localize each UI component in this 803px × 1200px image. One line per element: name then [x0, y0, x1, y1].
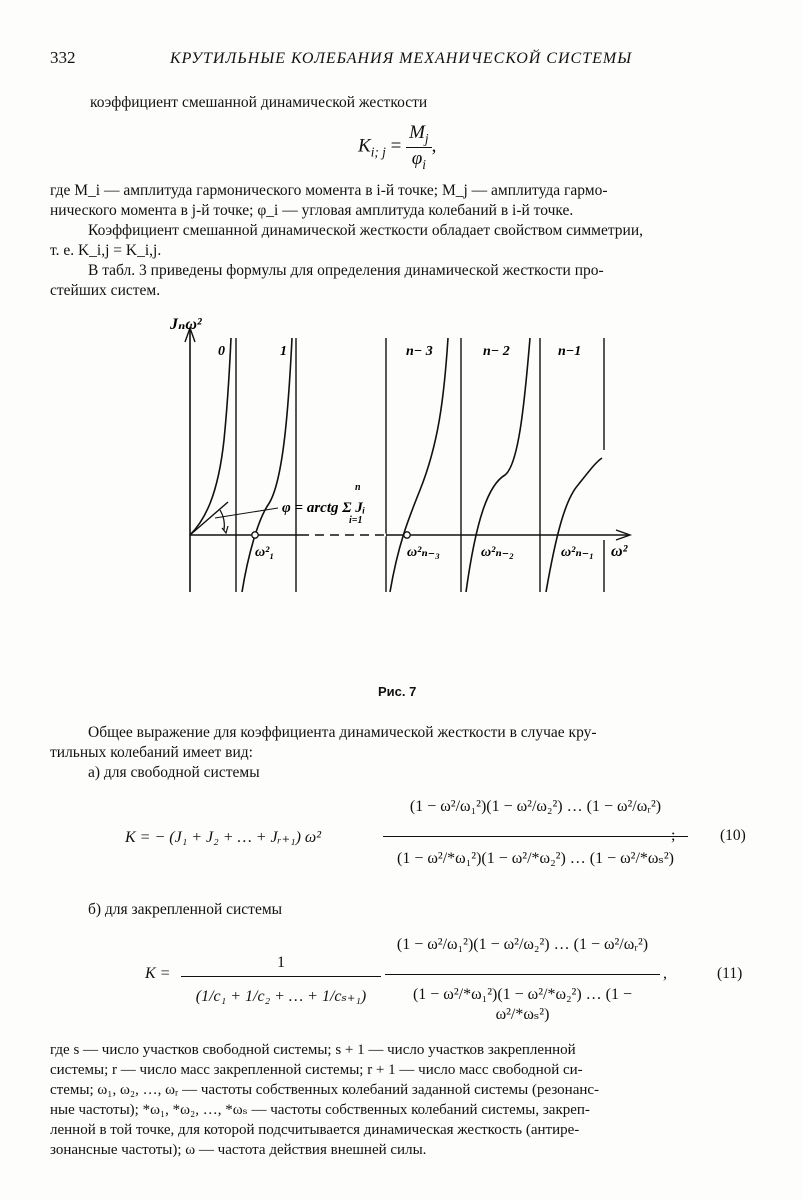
- para5-line1: где s — число участков свободной системы; s + 1 — число участков закрепленной: [50, 1042, 576, 1058]
- figure-7: [150, 305, 650, 600]
- eq10-tail: ;: [671, 827, 676, 844]
- formula-den: φ: [411, 147, 423, 169]
- eq11-outer-bar: [181, 976, 381, 977]
- eq11-numerator: (1 − ω²/ω₁²)(1 − ω²/ω₂²) … (1 − ω²/ωᵣ²): [396, 936, 649, 953]
- eq11-denominator: (1 − ω²/*ω₁²)(1 − ω²/*ω₂²) … (1 − ω²/*ωₛ²): [412, 986, 633, 1023]
- freq-label-1: ω²₁: [255, 545, 275, 560]
- eq11-fraction-bar: [385, 974, 660, 975]
- para4-line1: Общее выражение для коэффициента динамической жесткости в случае кру-: [88, 724, 597, 741]
- para4-line2: тильных колебаний имеет вид:: [50, 744, 253, 761]
- para2-line1: Коэффициент смешанной динамической жесткости обладает свойством симметрии,: [88, 222, 644, 239]
- equation-11: [145, 928, 685, 1028]
- figure-caption: Рис. 7: [378, 684, 417, 699]
- eq11-outer-num: 1: [277, 954, 285, 971]
- root-marker-n3: [404, 532, 410, 538]
- para2-line2: т. е. K_i,j = K_i,j.: [50, 242, 162, 259]
- eq11-lhs: K =: [145, 965, 171, 982]
- y-axis-label: Jₙω²: [170, 316, 202, 333]
- para5-line4: ные частоты); *ω₁, *ω₂, …, *ωₛ — частоты собственных колебаний системы, закреп-: [50, 1102, 590, 1118]
- freq-label-n3: ω²ₙ₋₃: [407, 545, 441, 560]
- equation-10: [125, 790, 685, 890]
- angle-arc: [220, 510, 224, 530]
- para3-line1: В табл. 3 приведены формулы для определения динамической жесткости про-: [88, 262, 604, 279]
- eq11-number: (11): [717, 965, 743, 982]
- angle-leader-line: [215, 508, 278, 518]
- para5-line6: зонансные частоты); ω — частота действия внешней силы.: [50, 1142, 427, 1158]
- formula-fraction: [406, 122, 432, 173]
- eq10-lhs: K = − (J₁ + J₂ + … + Jᵣ₊₁) ω²: [125, 829, 322, 846]
- eq10-denominator: (1 − ω²/*ω₁²)(1 − ω²/*ω₂²) … (1 − ω²/*ωₛ²): [397, 850, 674, 867]
- freq-label-n2: ω²ₙ₋₂: [481, 545, 515, 560]
- para5-line5: ленной в той точке, для которой подсчитывается динамическая жесткость (антире-: [50, 1122, 580, 1138]
- branch-label-n1: n−1: [558, 344, 582, 359]
- para3-line2: стейших систем.: [50, 282, 161, 299]
- formula-lhs: K: [358, 135, 371, 157]
- freq-label-n1: ω²ₙ₋₁: [561, 545, 595, 560]
- angle-formula: φ = arctg Σ Jᵢ: [282, 500, 366, 516]
- root-marker-1: [252, 532, 258, 538]
- formula-num-sub: j: [424, 130, 429, 146]
- item-a: а) для свободной системы: [88, 764, 260, 781]
- eq10-fraction-bar: [383, 836, 688, 837]
- para1-line2: нического момента в j-й точке; φ_i — угловая амплитуда колебаний в i-й точке.: [50, 202, 574, 219]
- formula-mixed-stiffness: $K_{i; j}$ = $\frac{M_j}{\varphi_i}$ ,: [358, 122, 437, 172]
- branch-label-0: 0: [218, 344, 225, 359]
- item-b: б) для закрепленной системы: [88, 901, 283, 918]
- x-axis-label: ω²: [611, 543, 628, 560]
- formula-lhs-sub: i; j: [370, 144, 386, 160]
- branch-label-n2: n− 2: [483, 344, 510, 359]
- formula-den-sub: i: [422, 156, 426, 172]
- eq11-outer-den: (1/c₁ + 1/c₂ + … + 1/cₛ₊₁): [195, 988, 367, 1005]
- branch-label-1: 1: [280, 344, 287, 359]
- formula-num: M: [409, 122, 425, 143]
- angle-arrowhead: [222, 526, 228, 533]
- page-number: 332: [50, 48, 76, 67]
- formula-tail: ,: [431, 135, 437, 157]
- para5-line3: стемы; ω₁, ω₂, …, ωᵣ — частоты собственных колебаний заданной системы (резонанс-: [50, 1082, 600, 1098]
- para1-line1: где M_i — амплитуда гармонического момента в i-й точке; M_j — амплитуда гармо-: [50, 182, 608, 199]
- eq10-number: (10): [720, 827, 746, 844]
- angle-sum-bottom: i=1: [349, 515, 363, 526]
- eq10-numerator: (1 − ω²/ω₁²)(1 − ω²/ω₂²) … (1 − ω²/ωᵣ²): [409, 798, 662, 815]
- branch-label-n3: n− 3: [406, 344, 433, 359]
- running-title: КРУТИЛЬНЫЕ КОЛЕБАНИЯ МЕХАНИЧЕСКОЙ СИСТЕМЫ: [170, 50, 633, 67]
- angle-sum-top: n: [355, 482, 361, 493]
- para5-line2: системы; r — число масс закрепленной системы; r + 1 — число масс свободной си-: [50, 1062, 583, 1078]
- curve-branch-n1: [546, 458, 602, 592]
- eq11-tail: ,: [663, 965, 667, 982]
- intro-line: коэффициент смешанной динамической жесткости: [90, 94, 428, 111]
